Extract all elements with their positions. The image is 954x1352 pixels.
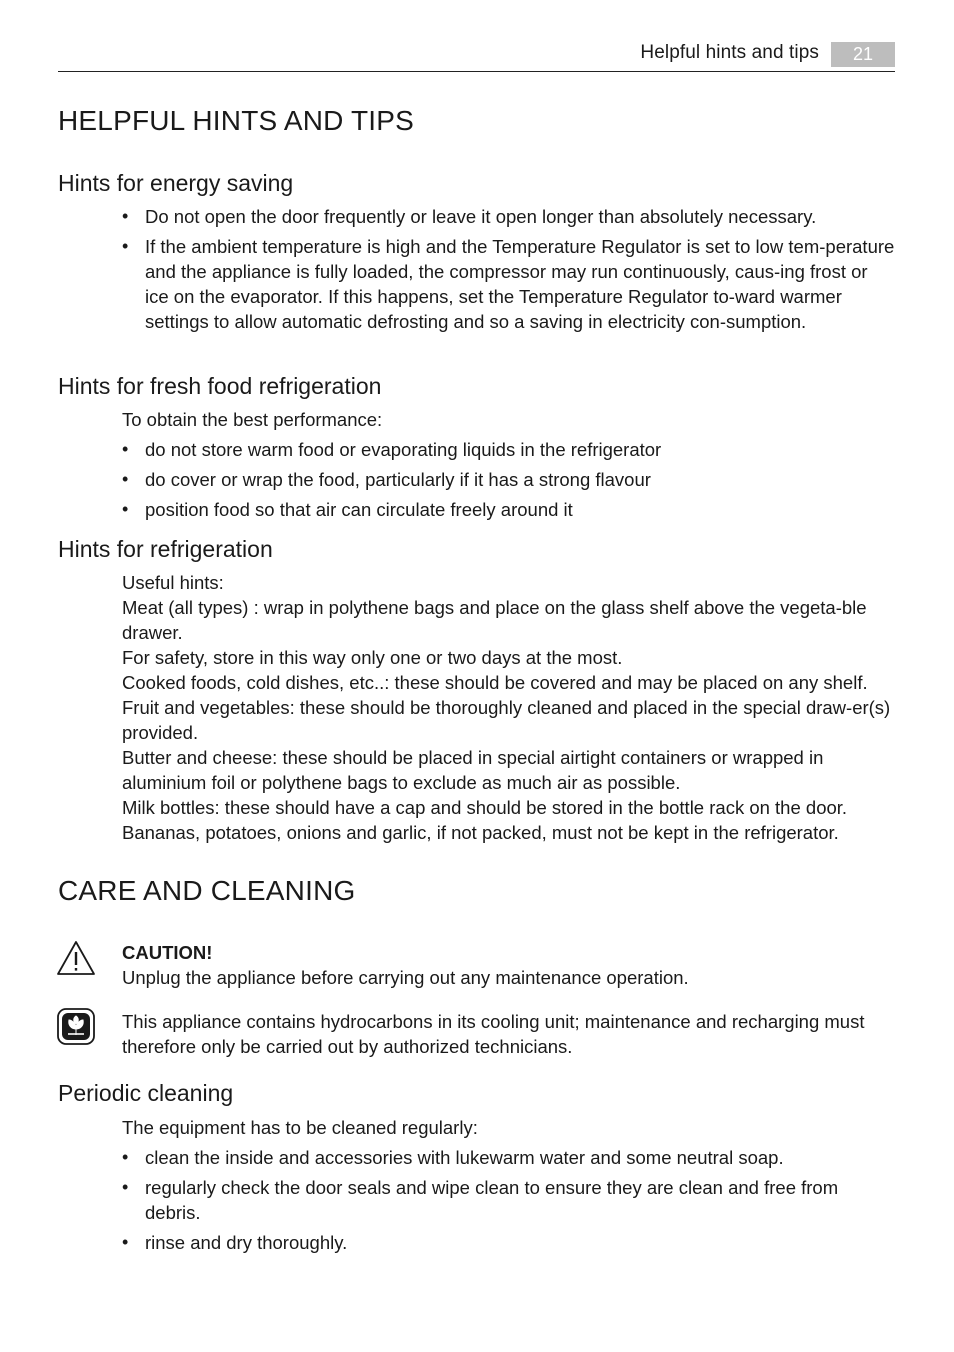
periodic-intro: The equipment has to be cleaned regularly: [122, 1117, 478, 1138]
hint-line: Cooked foods, cold dishes, etc..: these should be covered and may be placed on any shelf. [122, 672, 868, 693]
running-title: Helpful hints and tips [640, 42, 819, 63]
hint-line: Milk bottles: these should have a cap and should be stored in the bottle rack on the door. [122, 797, 848, 818]
environment-note [122, 1009, 898, 1059]
warning-triangle-icon [56, 940, 96, 976]
fresh-food-list [122, 437, 898, 527]
heading-refrigeration: Hints for refrigeration [58, 536, 273, 562]
energy-saving-list [122, 204, 898, 339]
environment-leaf-icon [57, 1008, 95, 1045]
environment-text: This appliance contains hydrocarbons in its cooling unit; maintenance and recharging must therefore only be carried out by authorized technicians. [122, 1011, 865, 1057]
section-title-care-cleaning: CARE AND CLEANING [58, 875, 356, 906]
list-item: • do not store warm food or evaporating liquids in the refrigerator [122, 437, 898, 462]
hint-line: For safety, store in this way only one or two days at the most. [122, 647, 623, 668]
fresh-food-intro: To obtain the best performance: [122, 409, 383, 430]
list-item: • clean the inside and accessories with lukewarm water and some neutral soap. [122, 1145, 898, 1170]
running-header [58, 40, 895, 72]
heading-periodic-cleaning: Periodic cleaning [58, 1080, 234, 1106]
caution-block [122, 940, 898, 990]
hint-line: Meat (all types) : wrap in polythene bags and place on the glass shelf above the vegeta-ble drawer. [122, 597, 867, 643]
periodic-cleaning-list [122, 1145, 898, 1260]
list-item: • rinse and dry thoroughly. [122, 1230, 898, 1255]
hint-line: Fruit and vegetables: these should be thoroughly cleaned and placed in the special draw-er(s) provided. [122, 697, 891, 743]
hint-line: Bananas, potatoes, onions and garlic, if not packed, must not be kept in the refrigerator. [122, 822, 839, 843]
heading-fresh-food: Hints for fresh food refrigeration [58, 373, 382, 399]
hint-line: Butter and cheese: these should be placed in special airtight containers or wrapped in aluminium foil or polythene bags to exclude as much air as possible. [122, 747, 824, 793]
list-item: • Do not open the door frequently or leave it open longer than absolutely necessary. [122, 204, 898, 229]
list-item: • do cover or wrap the food, particularly if it has a strong flavour [122, 467, 898, 492]
heading-energy-saving: Hints for energy saving [58, 170, 294, 196]
list-item: • regularly check the door seals and wipe clean to ensure they are clean and free from debris. [122, 1175, 898, 1225]
list-item: • position food so that air can circulate freely around it [122, 497, 898, 522]
refrigeration-hints [122, 570, 898, 845]
caution-title: CAUTION! [122, 942, 213, 963]
section-title-helpful-hints: HELPFUL HINTS AND TIPS [58, 105, 415, 136]
caution-text: Unplug the appliance before carrying out any maintenance operation. [122, 967, 689, 988]
list-item: • If the ambient temperature is high and the Temperature Regulator is set to low tem-perature and the appliance is fully loaded, the compressor may run continuously, caus-ing frost or ice on the evaporator. If this happens, set the Temperature Regulator to-ward warmer settings to allow automatic defrosting and so a saving in electricity con-sumption. [122, 234, 898, 334]
page-number: 21 [831, 42, 895, 67]
hint-line: Useful hints: [122, 572, 224, 593]
